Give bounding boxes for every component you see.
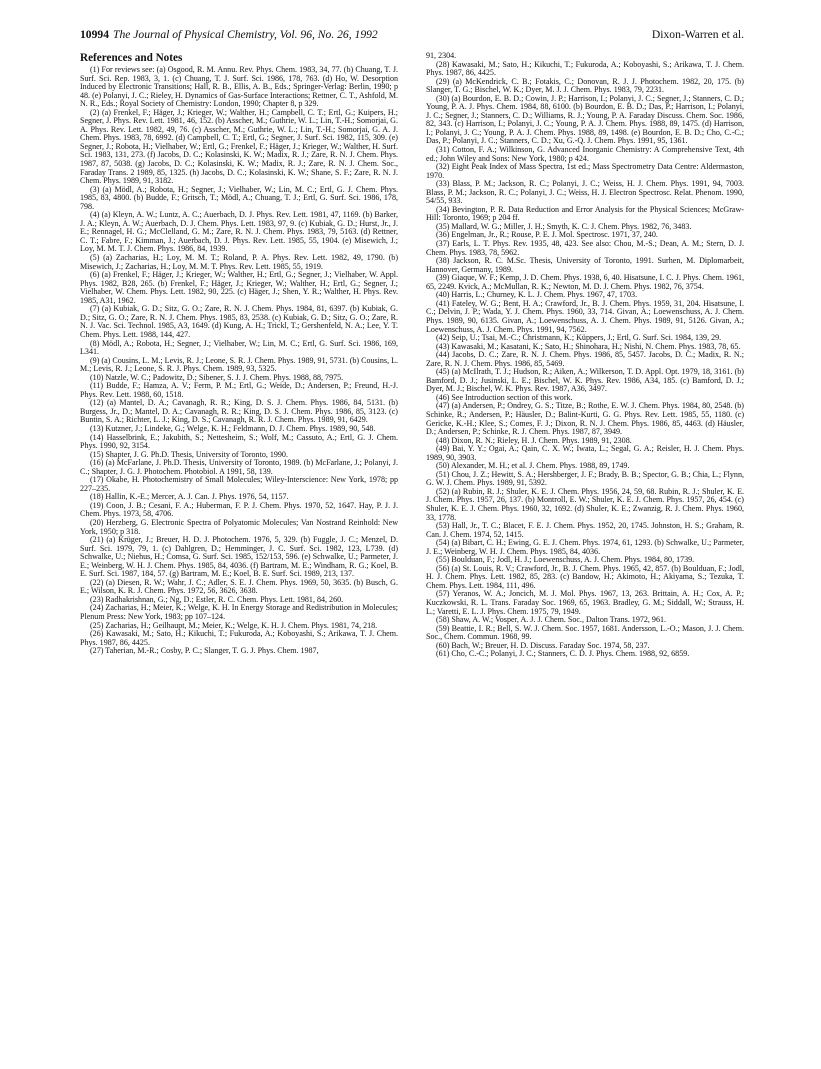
reference-entry: (10) Natzle, W. C.; Padowitz, D.; Sibener, S. J. J. Chem. Phys. 1988, 88, 7975.	[90, 372, 344, 382]
running-header	[80, 28, 744, 48]
reference-entry: (26) Kawasaki, M.; Sato, H.; Kikuchi, T.; Fukuroda, A.; Koboyashi, S.; Arikawa, T. J. Chem. Phys. 1987, 86, 4425.	[80, 629, 398, 647]
reference-entry: (30) (a) Bourdon, E. B. D.; Cowin, J. P.; Harrison, I.; Polanyi, J. C.; Segner, J.; Stanners, C. D.; Young, P. A. J. Phys. Chem. 1984, 88, 6100. (b) Bourdon, E. B. D.; Das, P.; Harrison, I.; Polanyi, J. C.; Segner, J.; Stanners, C. D.; Williams, R. J.; Young, P. A. Faraday Discuss. Chem. Soc. 1986, 82, 343. (c) Harrison, I.; Polanyi, J. C.; Young, P. A. J. Chem. Phys. 1988, 89, 1475. (d) Harrison, I.; Polanyi, J. C.; Young, P. A. J. Chem. Phys. 1988, 89, 1498. (e) Bourdon, E. B. D.; Cho, C.-C.; Das, P.; Polanyi, J. C.; Stanners, C. D.; Xu, G.-Q. J. Chem. Phys. 1991, 95, 1361.	[426, 93, 744, 146]
reference-entry: (1) For reviews see: (a) Osgood, R. M. Annu. Rev. Phys. Chem. 1983, 34, 77. (b) Chuang, T. J. Surf. Sci. Rep. 1983, 3, 1. (c) Chuang, T. J. Surf. Sci. 1986, 178, 763. (d) Ho, W. Desorption Induced by Electronic Transitions; Hall, R. B., Ellis, A. B., Eds.; Springer-Verlag: Berlin, 1990; p 48. (e) Polanyi, J. C.; Rieley, H. Dynamics of Gas-Surface Interactions; Rettner, C. T., Ashfold, M. N. R., Eds.; Royal Society of Chemistry: London, 1990; Chapter 8, p 329.	[80, 65, 398, 109]
reference-entry: (14) Hasselbrink, E.; Jakubith, S.; Nettesheim, S.; Wolf, M.; Cassuto, A.; Ertl, G. J. Chem. Phys. 1990, 92, 3154.	[80, 432, 398, 451]
reference-entry: (12) (a) Mantel, D. A.; Cavanagh, R. R.; King, D. S. J. Chem. Phys. 1986, 84, 5131. (b) Burgess, Jr., D.; Mantel, D. A.; Cavanagh, R. R.; King, D. S. J. Chem. Phys. 1986, 85, 3123. (c) Buntin, S. A.; Richter, L. J.; King, D. S.; Cavanagh, R. R. J. Chem. Phys. 1989, 91, 6429.	[80, 398, 398, 425]
reference-entry: (16) (a) McFarlane, J. Ph.D. Thesis, University of Toronto, 1989. (b) McFarlane, J.; Polanyi, J. C.; Shapter, J. G. J. Photochem. Photobiol. A 1991, 58, 139.	[80, 458, 398, 476]
reference-entry: (23) Radhakrishnan, G.; Ng, D.; Estler, R. C. Chem. Phys. Lett. 1981, 84, 260.	[90, 594, 344, 604]
reference-columns	[80, 52, 744, 1052]
reference-entry: (24) Zacharias, H.; Meier, K.; Welge, K. H. In Energy Storage and Redistribution in Molecules; Plenum Press: New York, 1983; pp 107–124.	[80, 603, 398, 621]
reference-entry: (43) Kawasaki, M.; Kasatani, K.; Sato, H.; Shinohara, H.; Nishi, N. Chem. Phys. 1983, 78, 65.	[436, 341, 741, 351]
section-title: References and Notes	[80, 52, 183, 64]
reference-entry: (38) Jackson, R. C. M.Sc. Thesis, University of Toronto, 1991. Surhen, M. Diplomarbeit, Hannover, Germany, 1989.	[426, 256, 744, 274]
reference-entry: (6) (a) Frenkel, F.; Häger, J.; Krieger, W.; Walther, H.; Ertl, G.; Segner, J.; Vielhaber, W. Appl. Phys. 1982, B28, 265. (b) Frenkel, F.; Häger, J.; Krieger, W.; Walther, H.; Ertl, G.; Segner, J.; Vielhaber, W. Chem. Phys. Lett. 1982, 90, 225. (c) Häger, J.; Shen, Y. R.; Walther, H. Phys. Rev. 1985, A31, 1962.	[80, 270, 398, 305]
reference-entry: (17) Okabe, H. Photochemistry of Small Molecules; Wiley-Interscience: New York, 1978; pp 227–235.	[80, 475, 398, 493]
reference-entry: (36) Engelman, Jr., R.; Rouse, P. E. J. Mol. Spectrosc. 1971, 37, 240.	[436, 230, 658, 240]
reference-entry: (27) Taherian, M.-R.; Cosby, P. C.; Slanger, T. G. J. Phys. Chem. 1987,	[90, 646, 319, 656]
reference-entry: (15) Shapter, J. G. Ph.D. Thesis, University of Toronto, 1990.	[90, 449, 288, 459]
right-column	[426, 52, 744, 1052]
reference-entry: (52) (a) Rubin, R. J.; Shuler, K. E. J. Chem. Phys. 1956, 24, 59, 68. Rubin, R. J.; Shuler, K. E. J. Chem. Phys. 1957, 26, 137. (b) Montroll, E. W.; Shuler, K. E. J. Chem. Phys. 1957, 26, 454. (c) Shuler, K. E. J. Chem. Phys. 1960, 32, 1692. (d) Shuler, K. E.; Zwanzig, R. J. Chem. Phys. 1960, 33, 1778.	[426, 486, 744, 522]
reference-entry: (7) (a) Kubiak, G. D.; Sitz, G. O.; Zare, R. N. J. Chem. Phys. 1984, 81, 6397. (b) Kubiak, G. D.; Sitz, G. O.; Zare, R. N. J. Chem. Phys. 1985, 83, 2538. (c) Kubiak, G. D.; Sitz, G. O.; Zare, R. N. J. Vac. Sci. Technol. 1985, A3, 1649. (d) Kung, A. H.; Trickl, T.; Gershenfeld, N. A.; Lee, Y. T. Chem. Phys. Lett. 1988, 144, 427.	[80, 304, 398, 339]
reference-entry: (56) (a) St. Louis, R. V.; Crawford, Jr., B. J. Chem. Phys. 1965, 42, 857. (b) Boulduan, F.; Jodl, H. J. Chem. Phys. Lett. 1982, 85, 283. (c) Bandow, H.; Akimoto, H.; Akiyama, S.; Tezuka, T. Chem. Phys. Lett. 1984, 111, 496.	[426, 563, 744, 590]
right-reference-list	[426, 52, 744, 659]
reference-entry: (42) Seip, U.; Tsai, M.-C.; Christmann, K.; Küppers, J.; Ertl, G. Surf. Sci. 1984, 139, 29.	[436, 333, 722, 343]
reference-entry: (48) Dixon, R. N.; Rieley, H. J. Chem. Phys. 1989, 91, 2308.	[436, 435, 632, 445]
reference-entry: (34) Bevington, P. R. Data Reduction and Error Analysis for the Physical Sciences; McGraw-Hill: Toronto, 1969; p 204 ff.	[426, 204, 744, 223]
reference-entry: (39) Giaque, W. F.; Kemp, J. D. Chem. Phys. 1938, 6, 40. Hisatsune, I. C. J. Phys. Chem. 1961, 65, 2249. Kvick, A.; McMullan, R. K.; Newton, M. D. J. Chem. Phys. 1982, 76, 3754.	[426, 273, 744, 291]
reference-entry: (44) Jacobs, D. C.; Zare, R. N. J. Chem. Phys. 1986, 85, 5457. Jacobs, D. C.; Madix, R. N.; Zare, R. N. J. Chem. Phys. 1986, 85, 5469.	[426, 350, 744, 368]
reference-entry: (49) Bai, Y. Y.; Ogai, A.; Qain, C. X. W.; Iwata, L.; Segal, G. A.; Reisler, H. J. Chem. Phys. 1989, 90, 3903.	[426, 444, 744, 462]
reference-entry: (18) Hallin, K.-E.; Mercer, A. J. Can. J. Phys. 1976, 54, 1157.	[90, 492, 289, 502]
reference-entry: (5) (a) Zacharias, H.; Loy, M. M. T.; Roland, P. A. Phys. Rev. Lett. 1982, 49, 1790. (b) Misewich, J.; Zacharias, H.; Loy, M. M. T. Phys. Rev. Lett. 1985, 55, 1919.	[80, 253, 398, 271]
reference-entry: (51) Chou, J. Z.; Hewitt, S. A.; Hershberger, J. F.; Brady, B. B.; Spector, G. B.; Chia, L.; Flynn, G. W. J. Chem. Phys. 1989, 91, 5392.	[426, 469, 744, 488]
reference-entry: (46) See Introduction section of this work.	[436, 392, 573, 402]
reference-entry: (35) Mallard, W. G.; Miller, J. H.; Smyth, K. C. J. Chem. Phys. 1982, 76, 3483.	[436, 221, 692, 231]
reference-entry: (40) Harris, L.; Churney, K. L. J. Chem. Phys. 1967, 47, 1703.	[436, 290, 638, 300]
reference-entry: (41) Fateley, W. G.; Bent, H. A.; Crawford, Jr., B. J. Chem. Phys. 1959, 31, 204. Hisatsune, I. C.; Delvin, J. P.; Wada, Y. J. Chem. Phys. 1960, 33, 714. Givan, A.; Loewenschuss, A. J. Chem. Phys. 1989, 90, 6135. Givan, A.; Loewenschuss, A. J. Chem. Phys. 1989, 91, 5126. Givan, A.; Loewenschuss, A. J. Chem. Phys. 1991, 94, 7562.	[426, 298, 744, 334]
reference-entry: (22) (a) Diesen, R. W.; Wahr, J. C.; Adler, S. E. J. Chem. Phys. 1969, 50, 3635. (b) Busch, G. E.; Wilson, K. R. J. Chem. Phys. 1972, 56, 3626, 3638.	[80, 577, 398, 596]
reference-entry: (45) (a) McIlrath, T. J.; Hudson, R.; Aiken, A.; Wilkerson, T. D. Appl. Opt. 1979, 18, 3161. (b) Bamford, D. J.; Jusinski, L. E.; Bischel, W. K. Phys. Rev. 1986, A34, 185. (c) Bamford, D. J.; Dyer, M. J.; Bischel, W. K. Phys. Rev. 1987, A36, 3497.	[426, 367, 744, 394]
journal-page	[80, 28, 744, 1053]
reference-entry: (4) (a) Kleyn, A. W.; Luntz, A. C.; Auerbach, D. J. Phys. Rev. Lett. 1981, 47, 1169. (b) Barker, J. A.; Kleyn, A. W.; Auerbach, D. J. Chem. Phys. Lett. 1983, 97, 9. (c) Kubiak, G. D.; Hurst, Jr., J. E.; Rennagel, H. G.; McClelland, G. M.; Zare, R. N. J. Chem. Phys. 1983, 79, 5163. (d) Rettner, C. T.; Fabre, F.; Kimman, J.; Auerbach, D. J. Phys. Rev. Lett. 1985, 55, 1904. (e) Misewich, J.; Loy, M. M. T. J. Chem. Phys. 1986, 84, 1939.	[80, 210, 398, 254]
reference-entry: (33) Blass, P. M.; Jackson, R. C.; Polanyi, J. C.; Weiss, H. J. Chem. Phys. 1991, 94, 7003. Blass, P. M.; Jackson, R. C.; Polanyi, J. C.; Weiss, H. J. Electron Spectrosc. Relat. Phenom. 1990, 54/55, 933.	[426, 179, 744, 206]
reference-entry: (2) (a) Frenkel, F.; Häger, J.; Krieger, W.; Walther, H.; Campbell, C. T.; Ertl, G.; Kuipers, H.; Segner, J. Phys. Rev. Lett. 1981, 46, 152. (b) Asscher, M.; Guthrie, W. L.; Lin, T.-H.; Somorjai, G. A. Phys. Rev. Lett. 1982, 49, 76. (c) Asscher, M.; Guthrie, W. L.; Lin, T.-H.; Somorjai, G. A. J. Chem. Phys. 1983, 78, 6992. (d) Campbell, C. T.; Ertl, G.; Segner, J. Surf. Sci. 1982, 115, 309. (e) Segner, J.; Robota, H.; Vielhaber, W.; Ertl, G.; Frenkel, F.; Häger, J.; Krieger, W.; Walther, H. Surf. Sci. 1983, 131, 273. (f) Jacobs, D. C.; Kolasinski, K. W.; Madix, R. J.; Zare, R. N. J. Chem. Phys. 1987, 87, 5038. (g) Jacobs, D. C.; Kolasinski, K. W.; Madix, R. J.; Zare, R. N. J. Chem. Soc., Faraday Trans. 2 1989, 85, 1325. (h) Jacobs, D. C.; Kolasinski, K. W.; Shane, S. F.; Zare, R. N. J. Chem. Phys. 1989, 91, 3182.	[80, 107, 398, 186]
reference-entry: (20) Herzberg, G. Electronic Spectra of Polyatomic Molecules; Van Nostrand Reinhold: New York, 1950; p 318.	[80, 517, 398, 536]
reference-entry: (58) Shaw, A. W.; Vosper, A. J. J. Chem. Soc., Dalton Trans. 1972, 961.	[436, 615, 666, 625]
reference-entry: (54) (a) Bibart, C. H.; Ewing, G. E. J. Chem. Phys. 1974, 61, 1293. (b) Schwalke, U.; Parmeter, J. E.; Weinberg, W. H. J. Chem. Phys. 1985, 84, 4036.	[426, 538, 744, 556]
page-number: 10994	[80, 28, 109, 41]
reference-entry: (59) Beattie, I. R.; Bell, S. W. J. Chem. Soc. 1957, 1681. Andersson, L.-O.; Mason, J. J. Chem. Soc., Chem. Commun. 1968, 99.	[426, 623, 744, 642]
reference-entry: (61) Cho, C.-C.; Polanyi, J. C.; Stanners, C. D. J. Phys. Chem. 1988, 92, 6859.	[436, 649, 690, 659]
reference-entry: (13) Kutzner, J.; Lindeke, G.; Welge, K. H.; Feldmann, D. J. Chem. Phys. 1989, 90, 548.	[90, 423, 376, 433]
reference-entry: (60) Bach, W.; Breuer, H. D. Discuss. Faraday Soc. 1974, 58, 237.	[436, 640, 650, 650]
reference-entry: (8) Mödl, A.; Robota, H.; Segner, J.; Vielhaber, W.; Lin, M. C.; Ertl, G. Surf. Sci. 1986, 169, L341.	[80, 338, 398, 357]
left-column	[80, 52, 398, 1052]
reference-entry: (25) Zacharias, H.; Geilhaupt, M.; Meier, K.; Welge, K. H. J. Chem. Phys. 1981, 74, 218.	[90, 620, 378, 630]
journal-citation: The Journal of Physical Chemistry, Vol. 96, No. 26, 1992	[113, 28, 378, 41]
reference-entry: (47) (a) Andersen, P.; Ondrey, G. S.; Titze, B.; Rothe, E. W. J. Chem. Phys. 1984, 80, 2548. (b) Schinke, R.; Andersen, P.; Häusler, D.; Balint-Kurti, G. G. Phys. Rev. Lett. 1985, 55, 1180. (c) Gericke, K.-H.; Klee, S.; Comes, F. J.; Dixon, R. N. J. Chem. Phys. 1986, 85, 4463. (d) Häusler, D.; Andersen, P.; Schinke, R. J. Chem. Phys. 1987, 87, 3949.	[426, 401, 744, 437]
reference-entry: (50) Alexander, M. H.; et al. J. Chem. Phys. 1988, 89, 1749.	[436, 461, 630, 471]
reference-entry: (21) (a) Krüger, J.; Breuer, H. D. J. Photochem. 1976, 5, 329. (b) Fuggle, J. C.; Menzel, D. Surf. Sci. 1979, 79, 1. (c) Dahlgren, D.; Hemminger, J. C. Surf. Sci. 1982, 123, L739. (d) Schwalke, U.; Niehus, H.; Comsa, G. Surf. Sci. 1985, 152/153, 596. (e) Schwalke, U.; Parmeter, J. E.; Weinberg, W. H. J. Chem. Phys. 1985, 84, 4036. (f) Bartram, M. E.; Windham, R. G.; Koel, B. E. Surf. Sci. 1987, 184, 57. (g) Bartram, M. E.; Koel, B. E. Surf. Sci. 1989, 213, 137.	[80, 535, 398, 579]
reference-entry: (55) Boulduan, F.; Jodl, H. J.; Loewenschuss, A. J. Chem. Phys. 1984, 80, 1739.	[436, 555, 695, 565]
left-reference-list	[80, 66, 398, 656]
reference-entry: (53) Hall, Jr., T. C.; Blacet, F. E. J. Chem. Phys. 1952, 20, 1745. Johnston, H. S.; Graham, R. Can. J. Chem. 1974, 52, 1415.	[426, 521, 744, 539]
reference-continuation: 91, 2304.	[426, 52, 457, 60]
reference-entry: (37) Earls, L. T. Phys. Rev. 1935, 48, 423. See also: Chou, M.-S.; Dean, A. M.; Stern, D. J. Chem. Phys. 1983, 78, 5962.	[426, 239, 744, 257]
reference-entry: (57) Yeranos, W. A.; Joncich, M. J. Mol. Phys. 1967, 13, 263. Brittain, A. H.; Cox, A. P.; Kuczkowski, R. L. Trans. Faraday Soc. 1969, 65, 1963. Bradley, G. M.; Siddall, W.; Strauss, H. L.; Varetti, E. L. J. Phys. Chem. 1975, 79, 1949.	[426, 589, 744, 616]
reference-entry: (28) Kawasaki, M.; Sato, H.; Kikuchi, T.; Fukuroda, A.; Koboyashi, S.; Arikawa, T. J. Chem. Phys. 1987, 86, 4425.	[426, 59, 744, 78]
reference-entry: (3) (a) Mödl, A.; Robota, H.; Segner, J.; Vielhaber, W.; Lin, M. C.; Ertl, G. J. Chem. Phys. 1985, 83, 4800. (b) Budde, F.; Gritsch, T.; Mödl, A.; Chuang, T. J.; Ertl, G. Surf. Sci. 1986, 178, 798.	[80, 184, 398, 211]
reference-entry: (32) Eight Peak Index of Mass Spectra, 1st ed.; Mass Spectrometry Data Centre: Aldermaston, 1970.	[426, 162, 744, 180]
reference-entry: (11) Budde, F.; Hamza, A. V.; Ferm, P. M.; Ertl, G.; Weide, D.; Andersen, P.; Freund, H.-J. Phys. Rev. Lett. 1988, 60, 1518.	[80, 381, 398, 399]
reference-entry: (19) Coon, J. B.; Cesani, F. A.; Huberman, F. P. J. Chem. Phys. 1970, 52, 1647. Hay, P. J. J. Chem. Phys. 1973, 58, 4706.	[80, 500, 398, 519]
reference-entry: (9) (a) Cousins, L. M.; Levis, R. J.; Leone, S. R. J. Chem. Phys. 1989, 91, 5731. (b) Cousins, L. M.; Levis, R. J.; Leone, S. R. J. Phys. Chem. 1989, 93, 5325.	[80, 355, 398, 374]
running-authors: Dixon-Warren et al.	[651, 28, 744, 41]
reference-entry: (29) (a) McKendrick, C. B.; Fotakis, C.; Donovan, R. J. J. Photochem. 1982, 20, 175. (b) Slanger, T. G.; Bischel, W. K.; Dyer, M. J. J. Chem. Phys. 1983, 79, 2231.	[426, 76, 744, 95]
reference-entry: (31) Cotton, F. A.; Wilkinson, G. Advanced Inorganic Chemistry: A Comprehensive Text, 4th ed.; John Wiley and Sons: New York, 1980; p 424.	[426, 145, 744, 163]
